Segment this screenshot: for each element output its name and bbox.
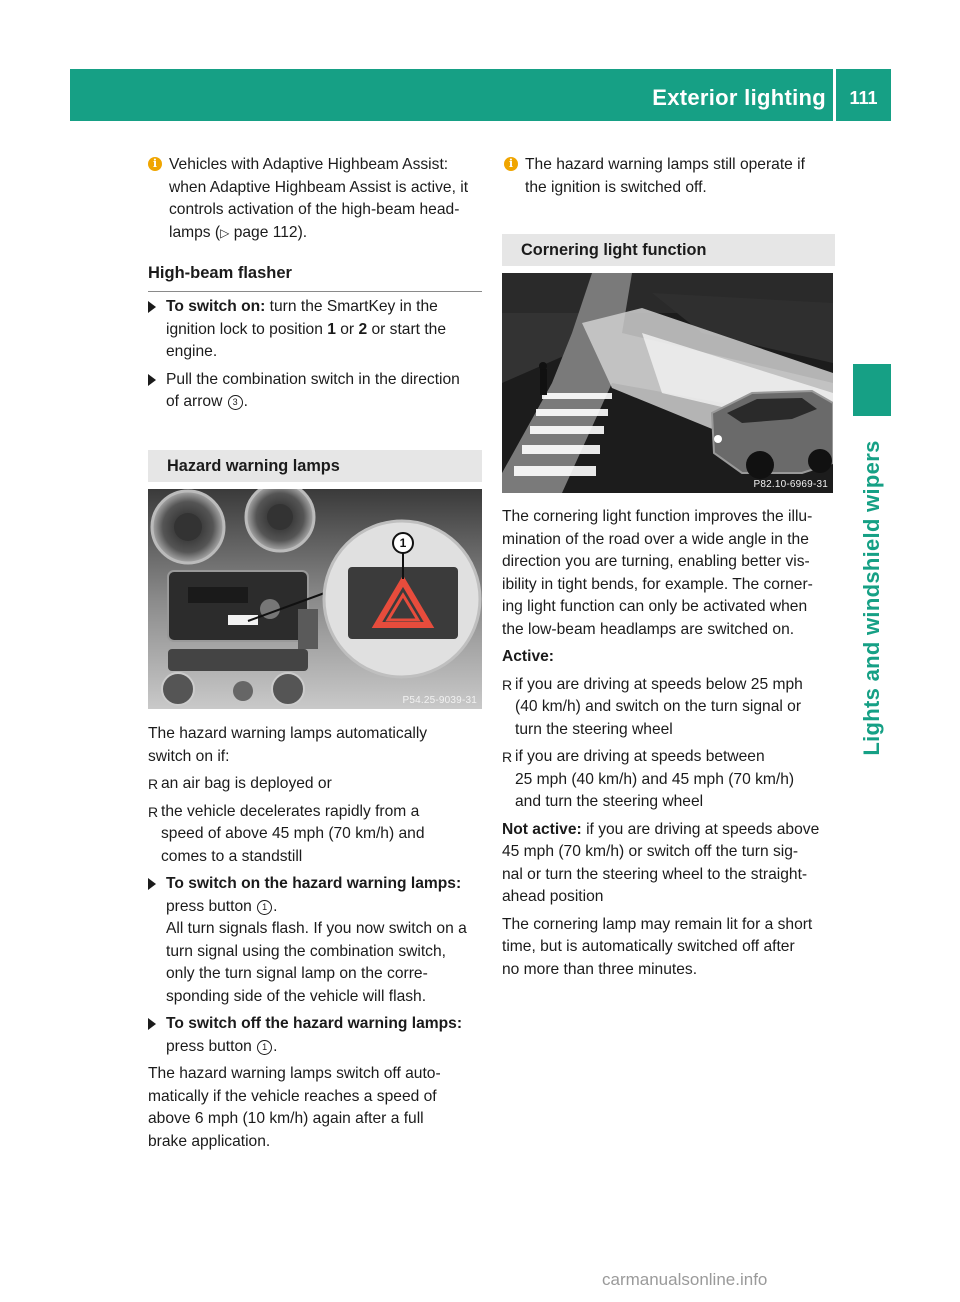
info-icon: i <box>504 157 518 171</box>
text-line: switch on if: <box>148 747 230 765</box>
text-line: Vehicles with Adaptive Highbeam Assist: <box>169 156 449 173</box>
callout-number-icon: 1 <box>257 1040 272 1055</box>
bullet-icon: R <box>148 776 159 792</box>
left-column <box>148 154 482 244</box>
text-line: The hazard warning lamps automatically <box>148 725 428 742</box>
header-bar <box>70 69 891 121</box>
instruction-step: To switch on: turn the SmartKey in the ignition lock to position 1 or 2 or start the engine. <box>148 296 482 364</box>
bullet-icon: R <box>148 803 159 820</box>
instruction-step: To switch off the hazard warning lamps: press button 1 . <box>148 1013 482 1058</box>
cornering-heading-bar <box>502 234 835 266</box>
section-title: Exterior lighting <box>652 85 826 110</box>
chapter-tab <box>852 426 892 770</box>
paragraph: The cornering lamp may remain lit for a short time, but is automatically switched off after no more than three minutes. <box>502 915 813 978</box>
right-info-note <box>502 154 835 199</box>
page-reference-link[interactable]: page 112). <box>229 223 308 241</box>
night-road-illustration <box>502 273 833 493</box>
step-arrow-icon <box>148 878 156 890</box>
callout-number-icon: 1 <box>257 900 272 915</box>
info-icon: i <box>148 157 162 171</box>
instruction-step: Pull the combination switch in the direction of arrow 3 . <box>148 369 482 414</box>
paragraph: The hazard warning lamps switch off auto- matically if the vehicle reaches a speed of above 6 mph (10 km/h) again after a full brake application. <box>148 1065 441 1150</box>
text-line: lamps (▷ page 112). <box>169 223 308 241</box>
list-item: R the vehicle decelerates rapidly from a speed of above 45 mph (70 km/h) and comes to a standstill <box>148 802 425 865</box>
figure-code: P82.10-6969-31 <box>753 479 828 490</box>
chapter-tab-marker <box>853 364 891 416</box>
callout-number-icon: 3 <box>228 395 243 410</box>
step-arrow-icon <box>148 1018 156 1030</box>
info-note: i The hazard warning lamps still operate if the ignition is switched off. <box>502 154 835 199</box>
sub-heading: Active: <box>502 648 554 665</box>
step-arrow-icon <box>148 374 156 386</box>
hazard-body <box>148 723 482 1153</box>
hazard-heading-bar <box>148 450 482 482</box>
bullet-icon: R <box>502 676 513 693</box>
paragraph: Not active: if you are driving at speeds above 45 mph (70 km/h) or switch off the turn sig- nal or turn the steering wheel to the straight- ahead position <box>502 820 820 905</box>
cornering-light-figure <box>502 273 833 493</box>
watermark: carmanualsonline.info <box>602 1270 768 1289</box>
page-ref-arrow-icon: ▷ <box>220 225 230 240</box>
section-heading: Hazard warning lamps <box>148 450 482 482</box>
list-item: R an air bag is deployed or <box>148 773 482 796</box>
heading-rule <box>148 291 482 292</box>
list-item: R if you are driving at speeds between 25 mph (40 km/h) and 45 mph (70 km/h) and turn the steering wheel <box>502 748 795 810</box>
paragraph: The cornering light function improves the illu- mination of the road over a wide angle in the direction you are turning, enabling better vis- ibility in tight bends, for example. The corner- ing light function can only be activated when the low-beam headlamps are switched on. <box>502 508 813 638</box>
step-arrow-icon <box>148 301 156 313</box>
text-line: controls activation of the high-beam head- <box>169 201 460 218</box>
section-heading: High-beam flasher <box>148 264 292 282</box>
info-note <box>146 154 482 244</box>
text-line: when Adaptive Highbeam Assist is active, it <box>169 178 469 196</box>
page-number: 111 <box>849 88 878 108</box>
dashboard-illustration <box>148 489 482 709</box>
high-beam-section <box>148 262 482 292</box>
callout-label: 1 <box>399 536 407 550</box>
hazard-switch-figure <box>148 489 482 709</box>
high-beam-steps <box>148 296 482 414</box>
bullet-icon: R <box>502 749 513 765</box>
cornering-body <box>502 506 835 981</box>
instruction-step: To switch on the hazard warning lamps: press button 1 . All turn signals flash. If you now switch on a turn signal using the combination switch, only the turn signal lamp on the corre- sponding side of the vehicle will flash. <box>148 873 482 1008</box>
chapter-tab-label: Lights and windshield wipers <box>859 440 884 756</box>
figure-code: P54.25-9039-31 <box>402 695 477 706</box>
section-heading: Cornering light function <box>502 234 835 266</box>
header-divider <box>900 69 903 121</box>
list-item: R if you are driving at speeds below 25 mph (40 km/h) and switch on the turn signal or turn the steering wheel <box>502 675 803 738</box>
